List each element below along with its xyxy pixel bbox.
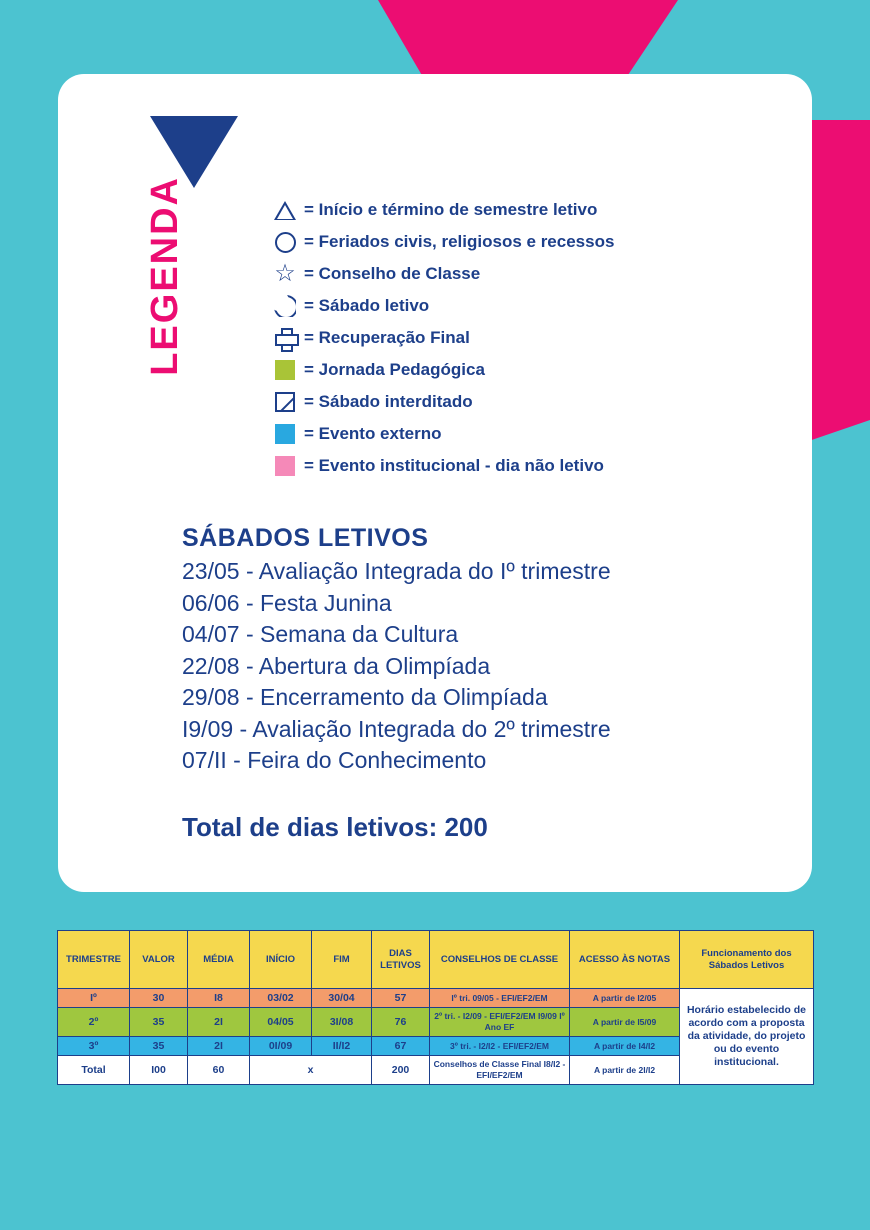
cell-notas: A partir de 2I/I2 xyxy=(570,1056,680,1085)
legend-item xyxy=(266,258,786,290)
cell-conselhos: 2º tri. - I2/09 - EFI/EF2/EM I9/09 Iº Ano EF xyxy=(430,1008,570,1037)
cell-valor: I00 xyxy=(130,1056,188,1085)
th-valor: VALOR xyxy=(130,931,188,989)
square-filled-icon-blue xyxy=(266,424,304,444)
th-conselhos: CONSELHOS DE CLASSE xyxy=(430,931,570,989)
cell-valor: 35 xyxy=(130,1037,188,1056)
legend-item xyxy=(266,450,786,482)
th-fim: FIM xyxy=(312,931,372,989)
cell-notas: A partir de I2/05 xyxy=(570,989,680,1008)
th-funcionamento: Funcionamento dos Sábados Letivos xyxy=(680,931,814,989)
saturdays-title: SÁBADOS LETIVOS xyxy=(182,524,429,552)
cell-dias: 67 xyxy=(372,1037,430,1056)
star-outline-icon: ☆ xyxy=(274,260,296,287)
square-slash-icon xyxy=(266,392,304,412)
moon-icon xyxy=(266,295,304,317)
legend-item xyxy=(266,290,786,322)
cell-media: 2I xyxy=(188,1037,250,1056)
cell-notas: A partir de I5/09 xyxy=(570,1008,680,1037)
th-acesso-notas: ACESSO ÀS NOTAS xyxy=(570,931,680,989)
cell-media: 60 xyxy=(188,1056,250,1085)
legend-item-label: = Sábado letivo xyxy=(304,296,430,315)
list-item: 04/07 - Semana da Cultura xyxy=(182,621,459,647)
list-item: 23/05 - Avaliação Integrada do Iº trimestre xyxy=(182,558,611,584)
list-item: 06/06 - Festa Junina xyxy=(182,589,392,616)
legend-item-label: = Recuperação Final xyxy=(304,328,470,347)
legend-item-label: = Sábado interditado xyxy=(304,392,473,411)
list-item: I9/09 - Avaliação Integrada do 2º trimestre xyxy=(182,715,611,742)
legend-item xyxy=(266,386,786,418)
cell-dias: 57 xyxy=(372,989,430,1008)
cell-trimestre: 3º xyxy=(58,1037,130,1056)
th-trimestre: TRIMESTRE xyxy=(58,931,130,989)
cell-trimestre: 2º xyxy=(58,1008,130,1037)
cell-funcionamento: Horário estabelecido de acordo com a proposta da atividade, do projeto ou do evento institucional. xyxy=(680,989,814,1085)
saturdays-list xyxy=(182,556,762,777)
legend-title: LEGENDA xyxy=(144,176,186,376)
cell-trimestre: Total xyxy=(58,1056,130,1085)
total-school-days: Total de dias letivos: 200 xyxy=(182,812,488,842)
cell-dias: 200 xyxy=(372,1056,430,1085)
cell-fim: 30/04 xyxy=(312,989,372,1008)
cell-fim: II/I2 xyxy=(312,1037,372,1056)
legend-item xyxy=(266,226,786,258)
table-row xyxy=(58,989,814,1008)
legend-title-block xyxy=(98,116,218,536)
cell-notas: A partir de I4/I2 xyxy=(570,1037,680,1056)
square-filled-icon-green xyxy=(266,360,304,380)
legend-item xyxy=(266,194,786,226)
list-item: 07/II - Feira do Conhecimento xyxy=(182,747,487,773)
th-dias-letivos: DIAS LETIVOS xyxy=(372,931,430,989)
th-inicio: INÍCIO xyxy=(250,931,312,989)
cell-trimestre: Iº xyxy=(58,989,130,1008)
legend-item-label: = Evento externo xyxy=(304,424,442,443)
cell-conselhos: 3º tri. - I2/I2 - EFI/EF2/EM xyxy=(430,1037,570,1056)
legend-item-label: = Evento institucional - dia não letivo xyxy=(304,456,604,475)
cell-valor: 30 xyxy=(130,989,188,1008)
cell-inicio: 0I/09 xyxy=(250,1037,312,1056)
table-header-row xyxy=(58,931,814,989)
cell-inicio: 04/05 xyxy=(250,1008,312,1037)
cell-media: 2I xyxy=(188,1008,250,1037)
th-media: MÉDIA xyxy=(188,931,250,989)
triangle-outline-icon xyxy=(266,201,304,220)
cell-conselhos: Conselhos de Classe Final I8/I2 - EFI/EF2/EM xyxy=(430,1056,570,1085)
cell-periodo: x xyxy=(250,1056,372,1085)
list-item: 22/08 - Abertura da Olimpíada xyxy=(182,652,491,679)
legend-item-label: = Feriados civis, religiosos e recessos xyxy=(304,232,615,251)
legend-list xyxy=(266,194,786,482)
legend-item xyxy=(266,418,786,450)
cell-inicio: 03/02 xyxy=(250,989,312,1008)
cell-valor: 35 xyxy=(130,1008,188,1037)
cell-conselhos: Iº tri. 09/05 - EFI/EF2/EM xyxy=(430,989,570,1008)
calendar-summary-table xyxy=(57,930,813,1085)
cell-media: I8 xyxy=(188,989,250,1008)
circle-outline-icon xyxy=(266,232,304,253)
square-filled-icon-pink xyxy=(266,456,304,476)
legend-item-label: = Início e término de semestre letivo xyxy=(304,200,598,219)
legend-card xyxy=(58,74,812,892)
legend-item xyxy=(266,354,786,386)
cell-fim: 3I/08 xyxy=(312,1008,372,1037)
cross-outline-icon xyxy=(266,328,304,348)
cell-dias: 76 xyxy=(372,1008,430,1037)
legend-item xyxy=(266,322,786,354)
legend-item-label: = Conselho de Classe xyxy=(304,264,481,283)
list-item: 29/08 - Encerramento da Olimpíada xyxy=(182,684,548,710)
legend-item-label: = Jornada Pedagógica xyxy=(304,360,485,379)
